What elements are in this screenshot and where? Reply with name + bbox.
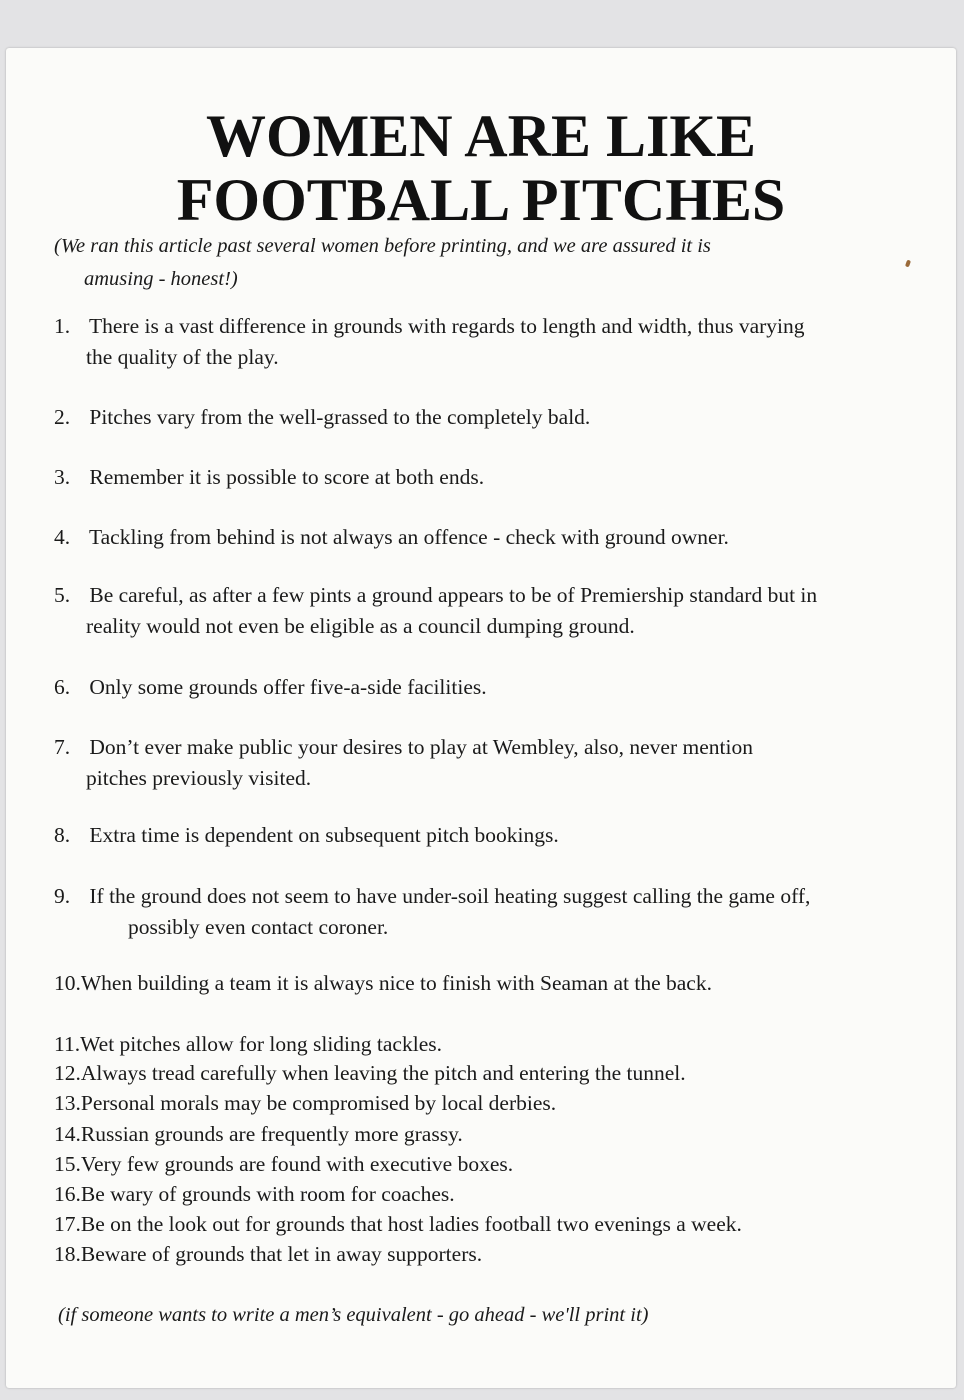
item-text: Pitches vary from the well-grassed to the completely bald. xyxy=(89,405,591,429)
item-text: Very few grounds are found with executive boxes. xyxy=(80,1152,514,1176)
item-number: 6. xyxy=(54,675,71,699)
item-number: 14. xyxy=(54,1122,81,1146)
item-text: Only some grounds offer five-a-side facilities. xyxy=(89,675,487,699)
list-item xyxy=(54,820,934,851)
list-item xyxy=(54,1058,686,1089)
item-text: Russian grounds are frequently more grassy. xyxy=(80,1122,463,1146)
list-item xyxy=(54,1179,455,1210)
list-item xyxy=(54,732,934,794)
item-text: Personal morals may be compromised by local derbies. xyxy=(80,1091,557,1115)
article-title-line-1: WOMEN ARE LIKE xyxy=(205,103,757,169)
item-text: Don’t ever make public your desires to play at Wembley, also, never mention xyxy=(89,735,753,759)
item-text: Be careful, as after a few pints a ground appears to be of Premiership standard but in xyxy=(89,583,818,607)
item-number: 15. xyxy=(54,1152,81,1176)
list-item xyxy=(54,402,934,433)
item-number: 2. xyxy=(54,405,71,429)
list-item xyxy=(54,1149,513,1180)
item-text: Be wary of grounds with room for coaches. xyxy=(80,1182,455,1206)
item-number: 11. xyxy=(54,1032,81,1056)
item-number: 4. xyxy=(54,525,71,549)
item-number: 17. xyxy=(54,1212,81,1236)
list-item xyxy=(54,580,934,642)
item-number: 16. xyxy=(54,1182,81,1206)
item-number: 9. xyxy=(54,884,71,908)
item-text-continued: pitches previously visited. xyxy=(86,766,312,790)
document-page xyxy=(6,48,956,1388)
item-number: 3. xyxy=(54,465,71,489)
item-text: If the ground does not seem to have under-soil heating suggest calling the game off, xyxy=(89,884,811,908)
article-title-line-2: FOOTBALL PITCHES xyxy=(176,167,786,233)
intro-line-1: (We ran this article past several women before printing, and we are assured it is xyxy=(54,235,711,257)
list-item xyxy=(54,1119,463,1150)
item-text: When building a team it is always nice to finish with Seaman at the back. xyxy=(80,971,712,995)
item-text: Tackling from behind is not always an offence - check with ground owner. xyxy=(89,525,729,549)
item-text: Beware of grounds that let in away supporters. xyxy=(80,1242,483,1266)
list-item xyxy=(54,1088,556,1119)
closing-note: (if someone wants to write a men’s equivalent - go ahead - we'll print it) xyxy=(58,1304,649,1326)
list-item xyxy=(54,311,934,373)
item-text: Be on the look out for grounds that host ladies football two evenings a week. xyxy=(80,1212,742,1236)
item-number: 5. xyxy=(54,583,71,607)
item-number: 18. xyxy=(54,1242,81,1266)
intro-line-2: amusing - honest!) xyxy=(84,268,238,290)
intro-note xyxy=(54,230,914,296)
item-text: There is a vast difference in grounds with regards to length and width, thus varying xyxy=(89,314,805,338)
item-text: Always tread carefully when leaving the pitch and entering the tunnel. xyxy=(80,1061,686,1085)
item-number: 12. xyxy=(54,1061,81,1085)
item-number: 10. xyxy=(54,971,81,995)
item-text-continued: reality would not even be eligible as a council dumping ground. xyxy=(86,614,635,638)
item-text: Extra time is dependent on subsequent pitch bookings. xyxy=(89,823,559,847)
list-item xyxy=(54,462,934,493)
item-number: 13. xyxy=(54,1091,81,1115)
item-text: Wet pitches allow for long sliding tackles. xyxy=(80,1032,442,1056)
item-text-continued: the quality of the play. xyxy=(86,345,279,369)
item-number: 7. xyxy=(54,735,71,759)
list-item xyxy=(54,968,712,999)
item-number: 1. xyxy=(54,314,71,338)
item-text-continued: possibly even contact coroner. xyxy=(128,915,389,939)
list-item xyxy=(54,1029,442,1060)
list-item xyxy=(54,672,934,703)
list-item xyxy=(54,881,934,943)
item-text: Remember it is possible to score at both ends. xyxy=(89,465,485,489)
item-number: 8. xyxy=(54,823,71,847)
list-item xyxy=(54,522,934,553)
list-item xyxy=(54,1239,482,1270)
list-item xyxy=(54,1209,742,1240)
